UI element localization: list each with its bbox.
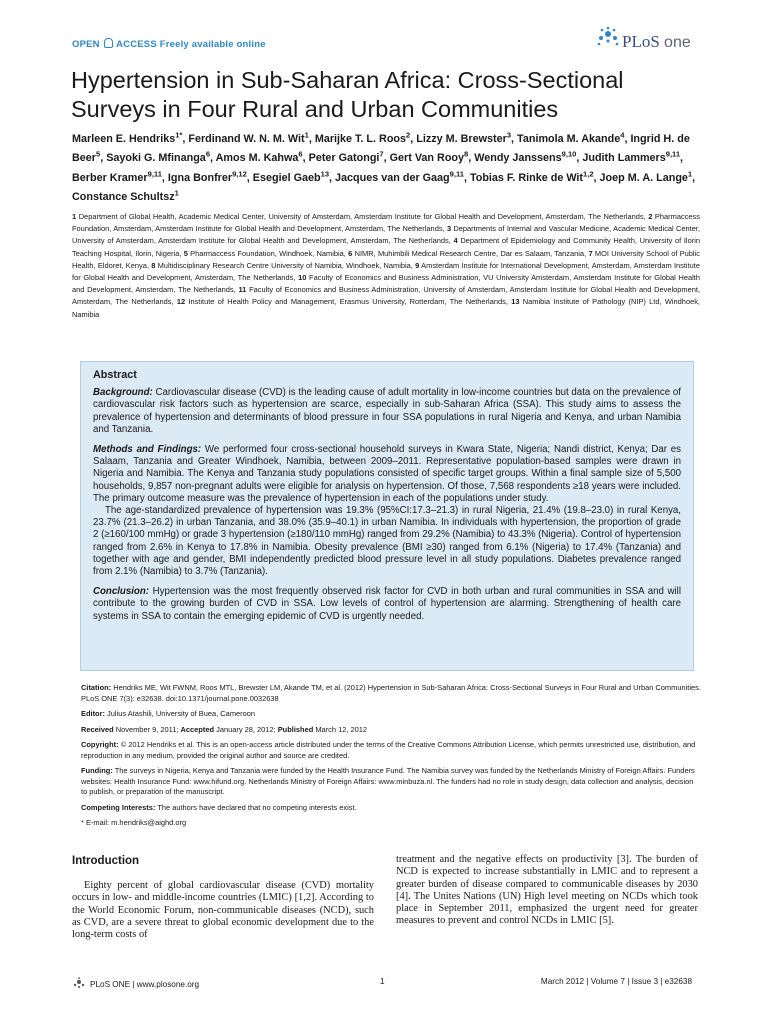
author-affiliation-ref: 9,11	[147, 169, 162, 178]
author-affiliation-ref: 13	[320, 169, 330, 178]
affiliation-number: 11	[238, 285, 247, 295]
author-name: Constance Schultsz	[72, 190, 175, 203]
author-name: Jacques van der Gaag	[335, 171, 450, 184]
affiliation-number: 8	[151, 260, 156, 270]
author-name: Tanimola M. Akande	[517, 133, 621, 145]
author-name: Ingrid H. de Beer	[72, 133, 690, 165]
abstract-background: Background: Cardiovascular disease (CVD) is the leading cause of adult mortality in low-income countries but data on the prevalence of cardiovascular risk factors such as hypertension are scarce, especially in sub-Saharan Africa (SSA). This study aims to assess the prevalence of hypertension and determinants of blood pressure in four SSA populations in rural Nigeria and Kenya, and urban Namibia and Tanzania.	[93, 387, 681, 435]
author-list: Marleen E. Hendriks$^{1*}$, Ferdinand W. N. M. Wit$^1$, Marijke T. L. Roos$^2$, Lizzy M. Brewster$^3$, Tanimola M. Akande$^4$, Ingrid H. de Beer$^5$, Sayoki G. Mfinanga$^6$, Amos M. Kahwa$^6$, Peter Gatongi$^7$, Gert Van Rooy$^8$, Wendy Janssens$^{9,10}$, Judith Lammers$^{9,11}$, Berber Kramer$^{9,11}$, Igna Bonfrer$^{9,12}$, Esegiel Gaeb$^{13}$, Jacques van der Gaag$^{9,11}$, Tobias F. Rinke de Wit$^{1,2}$, Joep M. A. Lange$^1$, Constance Schultsz$^1$	[72, 130, 696, 203]
affiliation-number: 3	[446, 224, 452, 234]
author-affiliation-ref: 7	[379, 149, 384, 159]
introduction-heading: Introduction	[72, 855, 140, 867]
abstract-findings: The age-standardized prevalence of hypertension was 19.3% (95%CI:17.3–21.3) in rural Nigeria, 21.4% (19.8–23.0) in rural Kenya, 23.7% (21.3–26.2) in urban Tanzania, and 38.0% (35.9–40.1) in urban Namibia. In individuals with hypertension, the proportion of grade 2 (≥160/100 mmHg) or grade 3 hypertension (≥180/110 mmHg) ranged from 29.2% (Namibia) to 43.3% (Nigeria). Control of hypertension ranged from 2.6% in Kenya to 17.8% in Namibia. Obesity prevalence (BMI ≥30) ranged from 6.1% (Nigeria) to 17.4% (Tanzania) and together with age and gender, BMI independently predicted blood pressure level in all study populations. Diabetes prevalence ranged from 2.1% (Namibia) to 3.7% (Tanzania).	[93, 505, 681, 578]
author-affiliation-ref: 3	[506, 130, 512, 140]
author-affiliation-ref: 9,11	[449, 169, 464, 178]
competing-interests: Competing Interests: The authors have declared that no competing interests exist.	[81, 802, 357, 812]
citation: Citation: Hendriks ME, Wit FWNM, Roos MTL, Brewster LM, Akande TM, et al. (2012) Hypertension in Sub-Saharan Africa: Cross-Sectional Surveys in Four Rural and Urban Communities. PLoS ONE 7(3): e32638. doi:10.1371/journal.pone.0032638	[81, 683, 701, 703]
author-affiliation-ref: 1*	[175, 130, 183, 140]
author-name: Amos M. Kahwa	[215, 152, 299, 165]
author-name: Tobias F. Rinke de Wit	[469, 171, 584, 184]
affiliation-text: Namibia Institute of Pathology (NIP) Ltd, Windhoek, Namibia	[72, 297, 700, 319]
affiliation-text: MOI University School of Public Health, Eldoret, Kenya,	[72, 248, 700, 270]
author-affiliation-ref: 9,11	[665, 149, 681, 159]
author-affiliation-ref: 9,10	[561, 149, 577, 159]
page-number: 1	[380, 977, 385, 986]
intro-column-2: treatment and the negative effects on productivity [3]. The burden of NCD is expected to increase substantially in LMIC and to represent a greater burden of disease compared to communicable diseases by 2030 [4]. The Unites Nations (UN) High level meeting on NCDs which took place in September 2011, emphasized the urgent need for greater measures to prevent and control NCDs in LMIC [5].	[396, 854, 698, 927]
affiliation-text: Pharmaccess Foundation, Windhoek, Namibia,	[190, 248, 349, 258]
affiliation-number: 5	[183, 248, 188, 258]
affiliation-number: 2	[648, 212, 653, 221]
affiliation-text: Departments of Internal and Vascular Medicine, Academic Medical Center, University of Amsterdam, Amsterdam Institute for Global Health and Development, Amsterdam, The Netherlands,	[72, 224, 701, 246]
affiliation-text: Amsterdam Institute for International Development, Amsterdam, Amsterdam Institute for Global Health and Development, Amsterdam, The Netherlands,	[72, 260, 700, 283]
author-affiliation-ref: 1	[304, 130, 309, 140]
affiliation-text: Institute of Health Policy and Management, Erasmus University, Rotterdam, The Netherlands,	[188, 297, 512, 307]
affiliation-number: 4	[453, 236, 458, 246]
intro-column-1: Eighty percent of global cardiovascular disease (CVD) mortality occurs in low- and middle-income countries (LMIC) [1,2]. According to the World Economic Forum, non-communicable diseases (NCD), such as CVD, are a severe threat to global economic development due to the long-term costs of	[72, 880, 374, 941]
affiliation-text: NIMR, Muhimbili Medical Research Centre, Dar es Salaam, Tanzania,	[354, 248, 589, 258]
footer-journal: PLoS ONE | www.plosone.org	[72, 977, 199, 991]
author-name: Gert Van Rooy	[389, 152, 465, 165]
author-name: Peter Gatongi	[308, 152, 380, 165]
author-name: Marleen E. Hendriks	[72, 133, 176, 145]
author-name: Berber Kramer	[72, 171, 148, 184]
email-link[interactable]: * E-mail: m.hendriks@aighd.org	[81, 818, 187, 827]
affiliation-number: 9	[415, 260, 420, 270]
author-affiliation-ref: 1	[174, 188, 179, 198]
author-affiliation-ref: 6	[298, 149, 303, 159]
affiliation-text: Faculty of Economics and Business Administration, VU University Amsterdam, Amsterdam Institute for Global Health and Development, Amsterdam, The Netherlands,	[72, 273, 700, 295]
affiliation-number: 1	[72, 212, 77, 221]
open-access-banner: OPEN ACCESS Freely available online	[72, 39, 266, 50]
footer-issue: March 2012 | Volume 7 | Issue 3 | e32638	[540, 977, 692, 986]
copyright: Copyright: © 2012 Hendriks et al. This is an open-access article distributed under the terms of the Creative Commons Attribution License, which permits unrestricted use, distribution, and reproduction in any medium, provided the original author and source are credited.	[81, 740, 696, 760]
affiliation-number: 10	[298, 273, 307, 283]
author-name: Ferdinand W. N. M. Wit	[188, 133, 305, 145]
dates: Received November 9, 2011; Accepted January 28, 2012; Published March 12, 2012	[81, 724, 368, 734]
plos-one-logo: PLoS one	[596, 26, 706, 54]
abstract-box	[80, 361, 694, 671]
affiliation-text: Pharmaccess Foundation, Amsterdam, Amsterdam Institute for Global Health and Development, Amsterdam, The Netherlands,	[72, 212, 700, 234]
article-metadata	[81, 683, 701, 834]
author-name: Sayoki G. Mfinanga	[106, 152, 206, 165]
abstract-heading: Abstract	[93, 369, 137, 381]
author-affiliation-ref: 1	[687, 169, 693, 178]
affiliation-number: 6	[348, 248, 353, 258]
author-name: Igna Bonfrer	[167, 171, 233, 184]
author-affiliation-ref: 4	[620, 130, 625, 140]
affiliation-number: 7	[588, 248, 593, 258]
author-affiliation-ref: 6	[205, 149, 211, 159]
author-name: Esegiel Gaeb	[252, 171, 321, 184]
author-name: Joep M. A. Lange	[599, 171, 688, 184]
affiliation-text: Department of Epidemiology and Community Health, University of Ilorin Teaching Hospital, Ilorin, Nigeria,	[72, 236, 700, 258]
editor: Editor: Julius Atashili, University of Buea, Cameroon	[81, 709, 256, 718]
author-affiliation-ref: 8	[464, 149, 469, 159]
author-name: Marijke T. L. Roos	[314, 133, 407, 145]
affiliation-number: 12	[176, 297, 186, 307]
author-name: Lizzy M. Brewster	[416, 133, 507, 145]
author-name: Wendy Janssens	[474, 152, 562, 165]
author-name: Judith Lammers	[582, 152, 666, 165]
funding: Funding: The surveys in Nigeria, Kenya and Tanzania were funded by the Health Insurance Fund. The Namibia survey was funded by the Netherlands Ministry of Foreign Affairs. Funders websites: Health Insurance Fund: www.hifund.org. Netherlands Ministry of Foreign Affairs: www.minbuza.nl. The funders had no role in study design, data collection and analysis, decision to publish, or preparation of the manuscript.	[81, 766, 695, 796]
plos-dots-icon	[596, 26, 622, 54]
plos-mini-icon	[72, 977, 86, 991]
affiliation-text: Multidisciplinary Research Centre University of Namibia, Windhoek, Namibia,	[157, 260, 416, 270]
affiliation-number: 13	[511, 297, 520, 307]
author-affiliation-ref: 9,12	[232, 169, 247, 178]
affiliation-text: Faculty of Economics and Business Administration, University of Amsterdam, Amsterdam Institute for Global Health and Development, Amsterdam, The Netherlands,	[72, 285, 700, 307]
affiliations	[72, 211, 700, 321]
article-title: Hypertension in Sub-Saharan Africa: Cross-Sectional Surveys in Four Rural and Urban Communities	[71, 67, 624, 122]
abstract-conclusion: Conclusion: Hypertension was the most frequently observed risk factor for CVD in both urban and rural communities in SSA and will contribute to the growing burden of CVD in SSA. Low levels of control of hypertension are alarming. Strengthening of health care systems in SSA to contain the emerging epidemic of CVD is urgently needed.	[93, 586, 681, 622]
abstract-methods: Methods and Findings: We performed four cross-sectional household surveys in Kwara State, Nigeria; Nandi district, Kenya; Dar es Salaam, Tanzania and Greater Windhoek, Namibia, between 2009–2011. Representative population-based samples were drawn in Nigeria and Namibia. The Kenya and Tanzania study populations consisted of specific target groups. Within a final sample size of 5,500 households, 9,857 non-pregnant adults were eligible for analysis on hypertension. Of those, 7,568 respondents ≥18 years were included. The primary outcome measure was the prevalence of hypertension in each of the populations under study.	[93, 444, 682, 504]
author-affiliation-ref: 2	[406, 130, 411, 140]
affiliation-text: Department of Global Health, Academic Medical Center, University of Amsterdam, Amsterdam Institute for Global Health and Development, Amsterdam, The Netherlands,	[78, 212, 649, 221]
author-affiliation-ref: 5	[96, 149, 101, 159]
author-affiliation-ref: 1,2	[583, 169, 594, 178]
open-lock-icon	[104, 38, 113, 48]
